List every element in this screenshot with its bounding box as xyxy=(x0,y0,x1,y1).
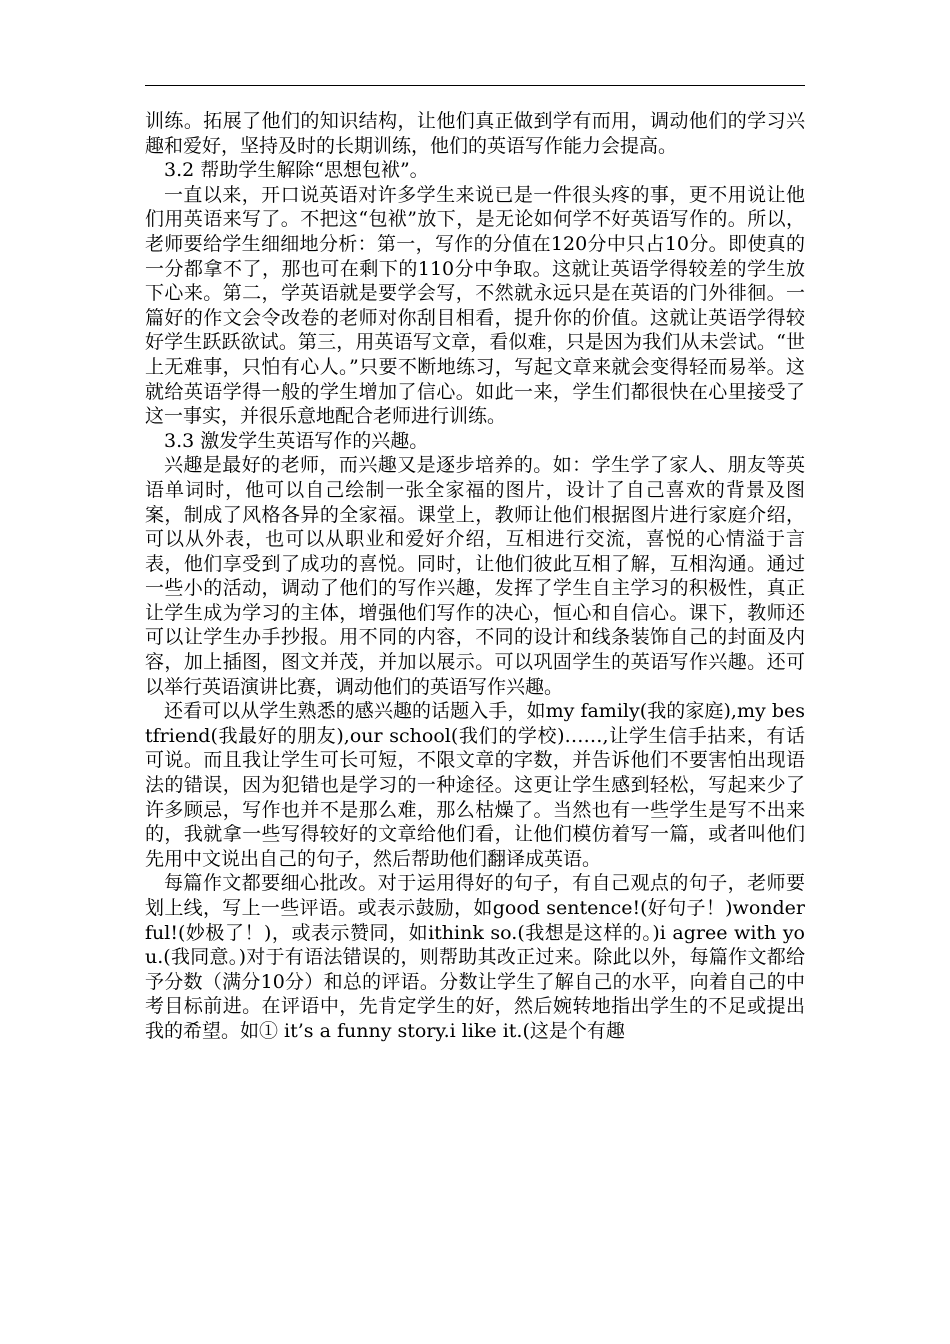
paragraph: 兴趣是最好的老师，而兴趣又是逐步培养的。如：学生学了家人、朋友等英语单词时，他可以自己绘制一张全家福的图片，设计了自己喜欢的背景及图案，制成了风格各异的全家福。课堂上，教师让他们根据图片进行家庭介绍，可以从外表，也可以从职业和爱好介绍，互相进行交流，喜悦的心情溢于言表，他们享受到了成功的喜悦。同时，让他们彼此互相了解，互相沟通。通过一些小的活动，调动了他们的写作兴趣，发挥了学生自主学习的积极性，真正让学生成为学习的主体，增强他们写作的决心，恒心和自信心。课下，教师还可以让学生办手抄报。用不同的内容，不同的设计和线条装饰自己的封面及内容，加上插图，图文并茂，并加以展示。可以巩固学生的英语写作兴趣。还可以举行英语演讲比赛，调动他们的英语写作兴趣。 xyxy=(145,454,805,698)
body-text xyxy=(145,109,805,1044)
paragraph-continuation: 训练。拓展了他们的知识结构，让他们真正做到学有而用，调动他们的学习兴趣和爱好，坚持及时的长期训练，他们的英语写作能力会提高。 xyxy=(145,110,805,157)
section-heading-3-2: 3.2 帮助学生解除“思想包袱”。 xyxy=(164,159,429,182)
paragraph: 每篇作文都要细心批改。对于运用得好的句子，有自己观点的句子，老师要划上线，写上一些评语。或表示鼓励，如good sentence!(好句子！)wonder ful!(妙极了！)，或表示赞同，如ithink so.(我想是这样的。)i agree with you.(我同意。)对于有语法错误的，则帮助其改正过来。除此以外，每篇作文都给予分数（满分10分）和总的评语。分数让学生了解自己的水平，向着自己的中考目标前进。在评语中，先肯定学生的好，然后婉转地指出学生的不足或提出我的希望。如① it’s a funny story.i like it.(这是个有趣 xyxy=(145,872,805,1042)
section-heading-3-3: 3.3 激发学生英语写作的兴趣。 xyxy=(164,429,429,452)
paragraph: 还看可以从学生熟悉的感兴趣的话题入手，如my family(我的家庭),my bestfriend(我最好的朋友),our school(我们的学校)……,让学生信手拈来，有话可说。而且我让学生可长可短，不限文章的字数，并告诉他们不要害怕出现语法的错误，因为犯错也是学习的一种途径。这更让学生感到轻松，写起来少了许多顾忌，写作也并不是那么难，那么枯燥了。当然也有一些学生是写不出来的，我就拿一些写得较好的文章给他们看，让他们模仿着写一篇，或者叫他们先用中文说出自己的句子，然后帮助他们翻译成英语。 xyxy=(145,700,805,870)
paragraph: 一直以来，开口说英语对许多学生来说已是一件很头疼的事，更不用说让他们用英语来写了。不把这“包袱”放下，是无论如何学不好英语写作的。所以，老师要给学生细细地分析：第一，写作的分值在120分中只占10分。即使真的一分都拿不了，那也可在剩下的110分中争取。这就让英语学得较差的学生放下心来。第二，学英语就是要学会写，不然就永远只是在英语的门外徘徊。一篇好的作文会令改卷的老师对你刮目相看，提升你的价值。这就让英语学得较好学生跃跃欲试。第三，用英语写文章，看似难，只是因为我们从未尝试。“世上无难事，只怕有心人。”只要不断地练习，写起文章来就会变得轻而易举。这就给英语学得一般的学生增加了信心。如此一来，学生们都很快在心里接受了这一事实，并很乐意地配合老师进行训练。 xyxy=(145,183,805,428)
header-rule xyxy=(145,85,805,86)
